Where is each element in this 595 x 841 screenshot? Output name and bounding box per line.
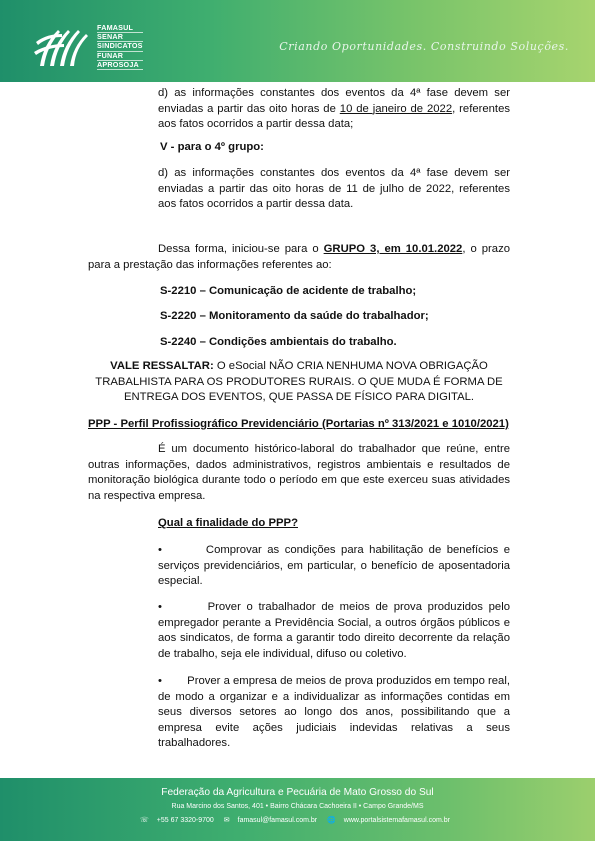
- footer-address: Rua Marcino dos Santos, 401 • Bairro Chácara Cachoeira II • Campo Grande/MS: [171, 803, 424, 810]
- whatsapp-icon: ☏: [140, 817, 149, 824]
- ppp-title: PPP - Perfil Profissiográfico Previdenciário (Portarias nº 313/2021 e 1010/2021): [88, 418, 509, 430]
- header-slogan: Criando Oportunidades. Construindo Soluções.: [279, 40, 569, 53]
- bullet-icon: •: [158, 544, 162, 556]
- brand-senar: SENAR: [97, 33, 143, 42]
- bullet-icon: •: [158, 675, 162, 687]
- paragraph-fase4-grupo4: d) as informações constantes dos eventos da 4ª fase devem ser enviadas a partir das oito horas de 11 de julho de 2022, referentes aos fatos ocorridos a partir dessa data.: [158, 167, 510, 210]
- footer-email[interactable]: famasul@famasul.com.br: [237, 817, 318, 824]
- brand-famasul: FAMASUL: [97, 24, 143, 33]
- globe-icon: 🌐: [327, 817, 336, 824]
- event-s2240: S-2240 – Condições ambientais do trabalho.: [160, 336, 397, 348]
- ppp-description: É um documento histórico-laboral do trabalhador que reúne, entre outras informações, dados administrativos, registros ambientais e resultados de monitoração biológica durante todo o período em que este exerceu suas atividades na respectiva empresa.: [88, 443, 510, 502]
- date-10-janeiro: 10 de janeiro de 2022: [339, 102, 453, 115]
- heading-grupo4: V - para o 4º grupo:: [160, 141, 264, 153]
- grupo3-date: GRUPO 3, em 10.01.2022: [323, 243, 463, 255]
- footer-contacts: [140, 816, 458, 824]
- page-footer: [0, 778, 595, 841]
- paragraph-dessa-forma: Dessa forma, iniciou-se para o GRUPO 3, em 10.01.2022, o prazo para a prestação das informações referentes ao:: [88, 243, 510, 271]
- paragraph-fase4-grupo3: d) as informações constantes dos eventos da 4ª fase devem ser enviadas a partir das oito horas de 10 de janeiro de 2022, referentes aos fatos ocorridos a partir dessa data;: [158, 87, 511, 130]
- brand-funar: FUNAR: [97, 52, 143, 61]
- brand-aprosoja: APROSOJA: [97, 61, 143, 70]
- bullet-item-1: • Comprovar as condições para habilitação de benefícios e serviços previdenciários, em particular, o benefício de aposentadoria especial.: [158, 544, 510, 587]
- bullet-item-3: • Prover a empresa de meios de prova produzidos em tempo real, de modo a organizar e a individualizar as informações contidas em seus diversos setores ao longo dos anos, possibilitando que a empresa evite ações judiciais indevidas relativas a seus trabalhadores.: [158, 675, 510, 749]
- footer-organization: Federação da Agricultura e Pecuária de Mato Grosso do Sul: [161, 787, 434, 798]
- event-s2210: S-2210 – Comunicação de acidente de trabalho;: [160, 285, 417, 297]
- famasul-logo-icon: [34, 22, 94, 68]
- footer-site[interactable]: www.portalsistemafamasul.com.br: [343, 817, 450, 824]
- finalidade-heading: Qual a finalidade do PPP?: [158, 517, 298, 529]
- bullet-icon: •: [158, 601, 162, 613]
- brand-list: [97, 24, 143, 70]
- vale-ressaltar: VALE RESSALTAR: O eSocial NÃO CRIA NENHUMA NOVA OBRIGAÇÃO TRABALHISTA PARA OS PRODUTORES RURAIS. O QUE MUDA É FORMA DE ENTREGA DOS EVENTOS, QUE PASSA DE FÍSICO PARA DIGITAL.: [95, 360, 503, 403]
- bullet-item-2: • Prover o trabalhador de meios de prova produzidos pelo empregador perante a Previdência Social, a outros órgãos públicos e aos sindicatos, de forma a garantir todo direito decorrente da relação de trabalho, seja ele individual, difuso ou coletivo.: [158, 601, 511, 660]
- footer-phone: +55 67 3320-9700: [156, 817, 214, 824]
- page-header: [0, 0, 595, 82]
- event-s2220: S-2220 – Monitoramento da saúde do trabalhador;: [160, 310, 429, 322]
- email-icon: ✉: [223, 817, 230, 824]
- brand-sindicatos: SINDICATOS: [97, 41, 143, 51]
